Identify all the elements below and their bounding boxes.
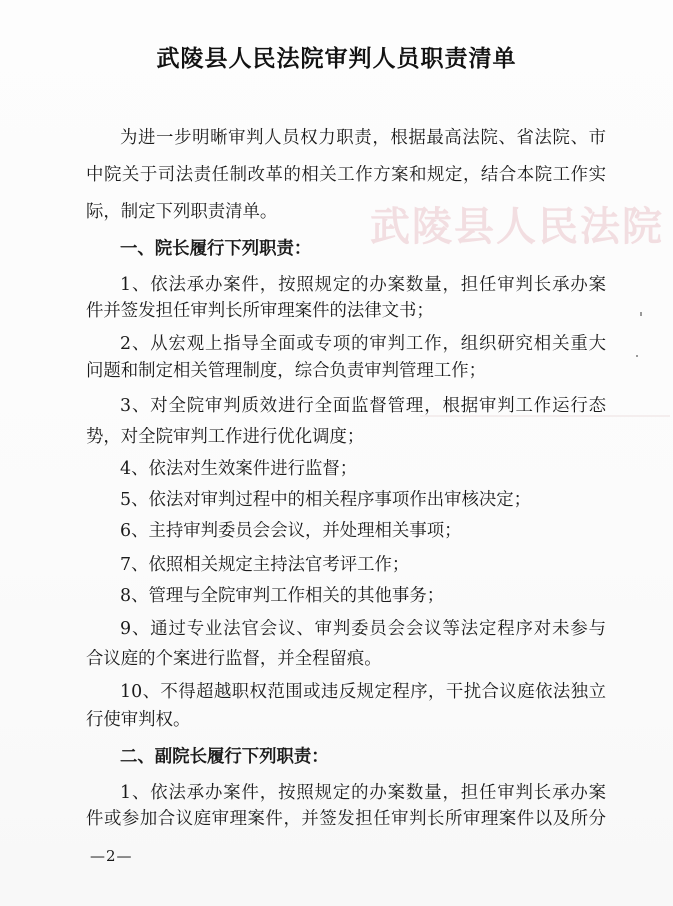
section-heading: 二、副院长履行下列职责：	[120, 747, 329, 767]
paragraph-line: 际，制定下列职责清单。	[86, 202, 278, 222]
paragraph-line: 行使审判权。	[86, 710, 191, 730]
paragraph-line: 合议庭的个案进行监督，并全程留痕。	[86, 649, 382, 669]
paragraph-line: 6、主持审判委员会会议，并处理相关事项；	[120, 521, 462, 541]
paragraph-line: 9、通过专业法官会议、审判委员会会议等法定程序对未参与	[120, 619, 606, 639]
paragraph-line: 1、依法承办案件，按照规定的办案数量，担任审判长承办案	[120, 783, 606, 803]
page-number: —2—	[90, 847, 133, 865]
scan-speck	[636, 355, 638, 357]
paragraph-line: 5、依法对审判过程中的相关程序事项作出审核决定；	[120, 490, 532, 510]
paragraph-line: 势，对全院审判工作进行优化调度；	[86, 427, 365, 447]
bleed-through-text: 武陵县人民法院	[370, 203, 664, 250]
section-heading: 一、院长履行下列职责：	[120, 239, 312, 259]
paragraph-line: 件并签发担任审判长所审理案件的法律文书；	[86, 301, 434, 321]
document-title: 武陵县人民法院审判人员职责清单	[156, 45, 517, 72]
scan-speck	[640, 312, 642, 316]
paragraph-line: 10、不得超越职权范围或违反规定程序，干扰合议庭依法独立	[120, 682, 606, 702]
paragraph-line: 中院关于司法责任制改革的相关工作方案和规定，结合本院工作实	[86, 165, 606, 185]
paragraph-line: 7、依照相关规定主持法官考评工作；	[120, 555, 410, 575]
paragraph-line: 4、依法对生效案件进行监督；	[120, 459, 358, 479]
paragraph-line: 问题和制定相关管理制度，综合负责审判管理工作；	[86, 361, 486, 381]
paragraph-line: 2、从宏观上指导全面或专项的审判工作，组织研究相关重大	[120, 334, 606, 354]
paragraph-line: 为进一步明晰审判人员权力职责，根据最高法院、省法院、市	[120, 128, 606, 148]
paragraph-line: 3、对全院审判质效进行全面监督管理，根据审判工作运行态	[120, 396, 606, 416]
paragraph-line: 件或参加合议庭审理案件，并签发担任审判长所审理案件以及所分	[86, 809, 606, 829]
paragraph-line: 1、依法承办案件，按照规定的办案数量，担任审判长承办案	[120, 275, 606, 295]
paragraph-line: 8、管理与全院审判工作相关的其他事务；	[120, 586, 445, 606]
